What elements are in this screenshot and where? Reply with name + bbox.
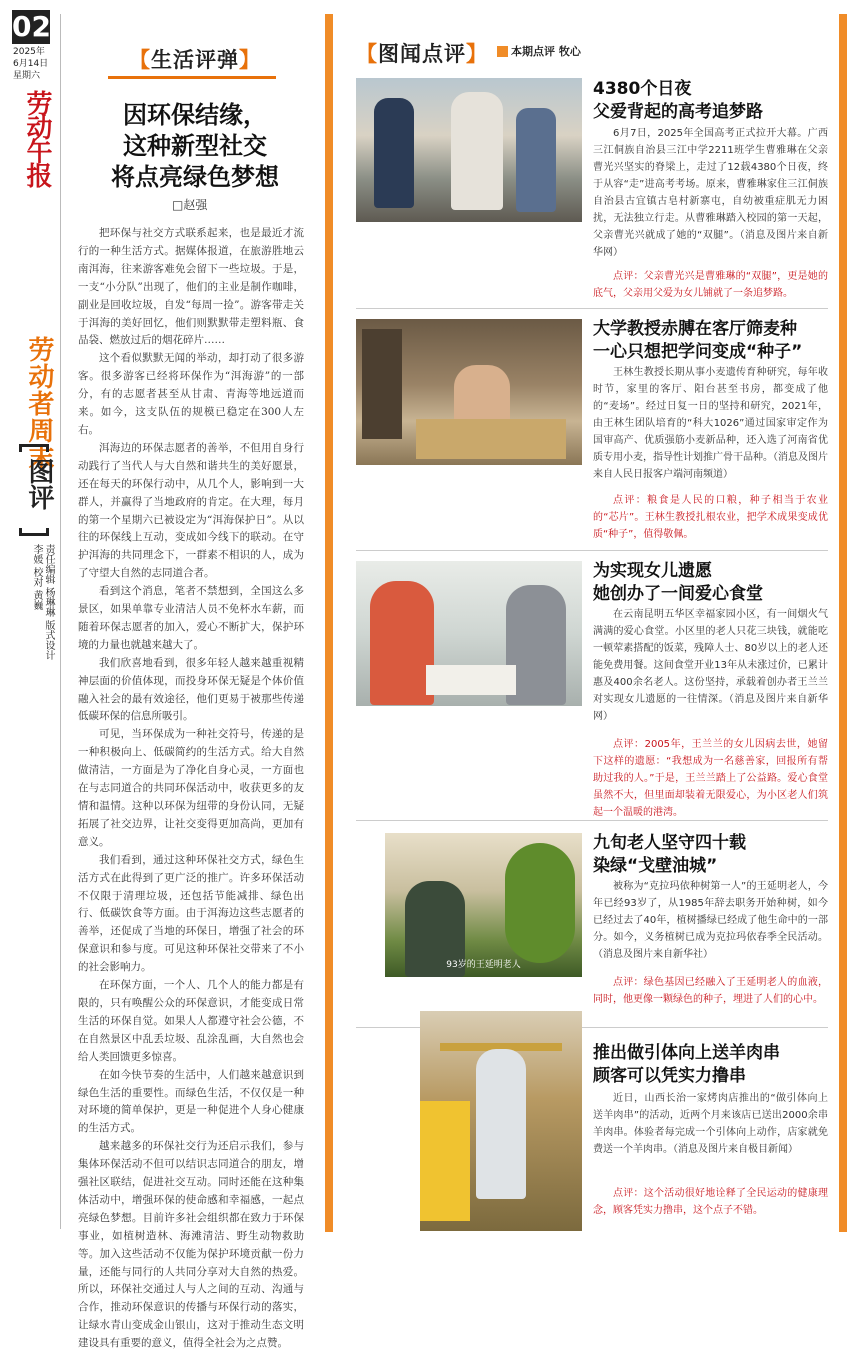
news-body-2: 王林生教授长期从事小麦遗传育种研究，每年收时节，家里的客厅、阳台甚至书房，都变成了他的“麦场”。经过日复一日的坚持和研究，2021年，由王林生团队培育的“科大1026”通过国家审定作为国审高产、优质强筋小麦新品种，还入选了河南省优质专用小麦，指导性计划推广骨干品种。（消息及图片来自人民日报客户端河南频道） <box>593 367 828 480</box>
photo-wheat <box>416 419 566 459</box>
issue-year: 2025年 <box>13 47 45 57</box>
newspaper-logo: 劳动午报 <box>22 90 52 186</box>
article-body <box>78 225 304 1350</box>
news-body-5: 近日，山西长治一家烤肉店推出的“做引体向上送羊肉串”的活动，近两个月来该店已送出2000余串羊肉串。体验者每完成一个引体向上动作，店家就免费送一个羊肉串。（消息及图片来自极目新闻） <box>593 1093 828 1155</box>
news-comment-2: 点评：粮食是人民的口粮，种子相当于农业的“芯片”。王林生教授扎根农业，把学术成果变成优质“种子”，值得敬佩。 <box>593 495 828 540</box>
subsection-name: 图评 <box>24 458 54 510</box>
bracket-top <box>19 444 49 452</box>
bracket-bottom <box>19 528 49 536</box>
photo-figure <box>370 581 434 705</box>
photo-figure <box>454 365 510 425</box>
news-photo-1 <box>356 78 582 222</box>
news-body-4: 被称为“克拉玛依种树第一人”的王延明老人，今年已经93岁了，从1985年辞去职务开始种树，如今已经过去了40年，植树播绿已经成了他生命中的一部分。如今，义务植树已成为克拉玛依春季全民活动。（消息及图片来自新华社） <box>593 881 828 960</box>
article-paragraph: 在环保方面，一个人、几个人的能力都是有限的，只有唤醒公众的环保意识，才能变成日常生活的环保自觉。如果人人都遵守社会公德，不在自然景区中乱丢垃圾、乱涂乱画，大自然也会给人类回馈更多惊喜。 <box>78 979 304 1063</box>
right-section-label: 【图闻点评】 <box>356 42 488 66</box>
article-paragraph: 看到这个消息，笔者不禁想到，全国这么多景区，如果单靠专业清洁人员不免杯水车薪，而随着环保志愿者的加入，爱心不断扩大，保护环境的力量也就越来越大了。 <box>78 585 304 651</box>
left-section-rule <box>108 76 276 79</box>
right-border <box>839 14 847 1232</box>
article-paragraph: 洱海边的环保志愿者的善举，不但用自身行动践行了当代人与大自然和谐共生的美好愿景，还在每天的环保行动中，从几个人，影响到一大群人，并赢得了当地政府的肯定。在大理，每月的第一个星期六已被设定为“洱海保护日”。从以往的环保线上互动，变成如今线下的联动。在守护洱海的共同理念下，一群素不相识的人，成为了守望大自然的志同道合者。 <box>78 441 304 580</box>
news-photo-2 <box>356 319 582 465</box>
news-title-3: 为实现女儿遗愿 她创办了一间爱心食堂 <box>593 561 763 604</box>
news-comment-1: 点评：父亲曹光兴是曹雅琳的“双腿”，更是她的底气，父亲用父爱为女儿铺就了一条追梦路。 <box>593 271 828 299</box>
news-photo-3 <box>356 561 582 706</box>
issue-weekday: 星期六 <box>13 71 41 81</box>
article-headline: 因环保结缘， 这种新型社交 将点亮绿色梦想 <box>111 101 279 191</box>
news-body-1: 6月7日，2025年全国高考正式拉开大幕。广西三江侗族自治县三江中学2211班学生曹雅琳在父亲曹光兴坚实的脊梁上，走过了12载4380个日夜，终于从容“走”进高考考场。原来，曹雅琳家住三江侗族自治县古宜镇古皂村新寨屯，自幼被重症肌无力困扰，无法独立行走。从曹雅琳踏入校园的第一天起，父亲曹光兴就成了她的“双腿”。（消息及图片来自新华网） <box>593 128 828 258</box>
section-name: 劳动者周末 <box>24 336 54 471</box>
article-paragraph: 越来越多的环保社交行为还启示我们，参与集体环保活动不但可以结识志同道合的朋友，增强社区联结，促进社交互动。同时还能在这种集体活动中，增强环保的使命感和幸福感，一起点亮绿色梦想。目前许多社会组织都在致力于环保事业，如植树造林、海滩清洁、野生动物救助等。加入这些活动不仅能为保护环境贡献一份力量，还能与同行的人共同分享对大自然的热爱。所以，环保社交通过人与人之间的互动、沟通与合作，推动环保意识的传播与环保行动的落实，让绿水青山变成金山银山，这对于推动生态文明建设具有重要的意义，值得全社会为之点赞。 <box>78 1140 304 1350</box>
article-paragraph: 可见，当环保成为一种社交符号，传递的是一种积极向上、低碳简约的生活方式。给大自然做清洁，一方面是为了净化自身心灵，一方面也在与志同道合的共同环保活动中，收获更多的友情和温情。这种以环保为纽带的身份认同，无疑拓展了社交边界，让社交变得更加高尚，更加有意义。 <box>78 728 304 848</box>
right-sub-label: 本期点评 牧心 <box>511 45 581 58</box>
news-comment-4: 点评：绿色基因已经融入了王延明老人的血液，同时，他更像一颗绿色的种子，埋进了人们的心中。 <box>593 977 828 1005</box>
photo-caption: 93岁的王延明老人 <box>446 960 521 970</box>
article-paragraph: 我们看到，通过这种环保社交方式，绿色生活方式在此得到了更广泛的推广。许多环保活动不仅限于清理垃圾，还包括节能减排、绿色出行、低碳饮食等方面。由于洱海边这些志愿者的善举，还促成了当地的环保日，增强了社会的环保意识和参与度。可见这种环保社交带来了不小的社会影响力。 <box>78 853 304 974</box>
article-paragraph: 在如今快节奏的生活中，人们越来越意识到绿色生活的重要性。而绿色生活，不仅仅是一种对环境的简单保护，更是一种促进个人身心健康的生活方式。 <box>78 1068 304 1135</box>
news-title-1: 4380个日夜 父爱背起的高考追梦路 <box>593 79 763 122</box>
column-divider <box>325 14 333 1232</box>
news-comment-5: 点评：这个活动很好地诠释了全民运动的健康理念，顾客凭实力撸串，这个点子不错。 <box>593 1188 828 1216</box>
margin-rule <box>60 14 61 1229</box>
left-section-label: 【生活评弹】 <box>129 48 261 72</box>
article-paragraph: 把环保与社交方式联系起来，也是最近才流行的一种生活方式。据媒体报道，在旅游胜地云南洱海，往来游客难免会留下一些垃圾。于是，一支“小分队”出现了，他们的主业是制作咖啡，副业是回收垃圾，自发“每周一捡”。游客带走关于洱海的美好回忆，他们则默默带走塑料瓶、食品袋、燃放过后的烟花碎片…… <box>78 227 304 347</box>
photo-bookshelf <box>362 329 402 439</box>
news-title-5: 推出做引体向上送羊肉串 顾客可以凭实力撸串 <box>593 1043 780 1086</box>
news-photo-4 <box>385 833 582 977</box>
page-number: 02 <box>12 10 51 43</box>
article-byline: □赵强 <box>172 198 208 212</box>
editor-credits: 责任编辑 杨琳琳 版式设计 李媛 校对 黄巍 <box>31 544 54 661</box>
item-separator <box>356 550 828 551</box>
photo-counter <box>426 665 516 695</box>
item-separator <box>356 820 828 821</box>
news-comment-3: 点评：2005年，王兰兰的女儿因病去世，她留下这样的遗愿：“我想成为一名慈善家，回报所有帮助过我的人。”于是，王兰兰踏上了公益路。爱心食堂虽然不大，但里面却装着无限爱心，为小区老人们筑起一个温暖的港湾。 <box>593 739 828 818</box>
photo-figure <box>516 108 556 212</box>
photo-figure <box>374 98 414 208</box>
article-paragraph: 我们欣喜地看到，很多年轻人越来越重视精神层面的价值体现，而投身环保无疑是个体价值融入社会的最有效途径，他们更易于被那些传递低碳环保的信息所吸引。 <box>78 656 304 723</box>
photo-tree <box>505 843 575 963</box>
article-paragraph: 这个看似默默无闻的举动，却打动了很多游客。很多游客已经将环保作为“洱海游”的一部分，有的志愿者甚至从甘肃、青海等地远道而来。如今，这支队伍的规模已稳定在300人左右。 <box>78 352 304 436</box>
photo-figure <box>451 92 503 210</box>
photo-banner <box>420 1101 470 1221</box>
news-photo-5 <box>420 1011 582 1231</box>
news-title-4: 九旬老人坚守四十载 染绿“戈壁油城” <box>593 833 746 876</box>
item-separator <box>356 308 828 309</box>
photo-figure <box>476 1049 526 1199</box>
news-title-2: 大学教授赤膊在客厅筛麦种 一心只想把学问变成“种子” <box>593 319 803 362</box>
sub-label-marker <box>497 46 508 57</box>
issue-date: 6月14日 <box>13 59 49 69</box>
news-body-3: 在云南昆明五华区幸福家园小区，有一间烟火气满满的爱心食堂。小区里的老人只花三块钱，就能吃一顿荤素搭配的饭菜，残障人士、80岁以上的老人还能免费用餐。这间食堂开业13年从未涨过价，已累计惠及400余名老人。这份坚持，承载着创办者王兰兰对实现女儿遗愿的一往情深。（消息及图片来自新华网） <box>593 609 828 722</box>
